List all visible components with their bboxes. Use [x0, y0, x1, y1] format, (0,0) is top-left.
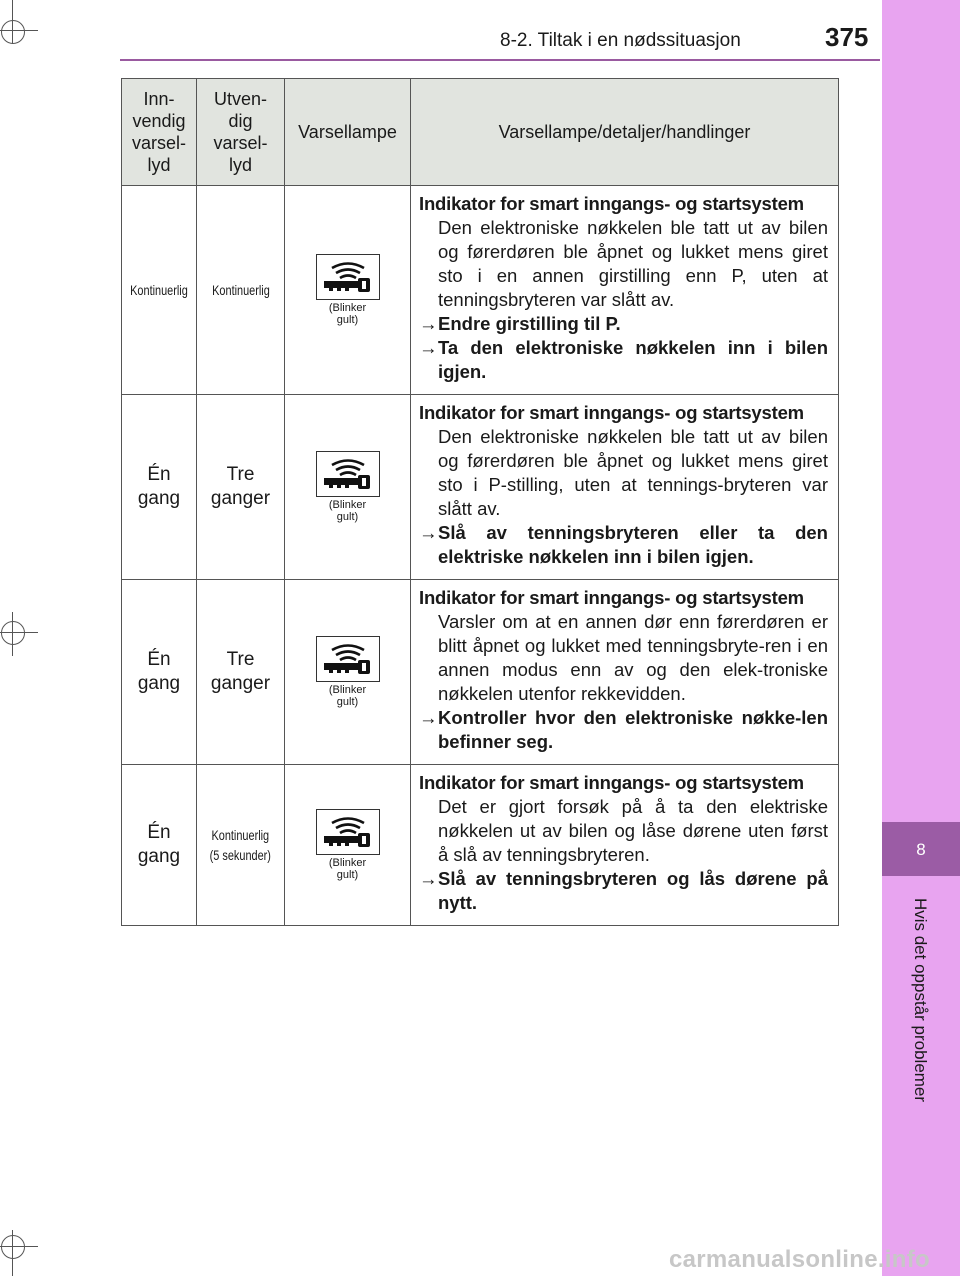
details-cell [411, 765, 839, 926]
details-cell [411, 395, 839, 580]
detail-action-text: Slå av tenningsbryteren og lås dørene på nytt. [438, 868, 828, 913]
page-header [0, 0, 960, 62]
section-title: 8-2. Tiltak i en nødssituasjon [500, 30, 741, 51]
warning-light-cell [285, 580, 411, 765]
watermark: carmanualsonline.info [668, 1246, 930, 1273]
header-light-text: Varsellampe [298, 122, 397, 142]
inside-buzzer-value: Én gang [137, 822, 181, 867]
detail-body: Den elektroniske nøkkelen ble tatt ut av bilen og førerdøren ble åpnet og lukket mens giret sto i en annen girstilling enn P, uten at tenningsbryteren var slått av. [438, 217, 828, 310]
detail-body: Det er gjort forsøk på å ta den elektriske nøkkelen ut av bilen og låse dørene uten først å slå av tenningsbryteren. [438, 796, 828, 865]
outside-buzzer-cell [197, 186, 285, 395]
detail-title: Indikator for smart inngangs- og startsystem [419, 587, 804, 608]
inside-buzzer-cell [122, 186, 197, 395]
detail-action-text: Kontroller hvor den elektroniske nøkke-len befinner seg. [438, 707, 828, 752]
header-warning-light [285, 79, 411, 186]
header-inside-buzzer [122, 79, 197, 186]
outside-buzzer-cell [197, 580, 285, 765]
smart-key-indicator-icon [316, 636, 380, 682]
lamp-note: (Blinker gult) [328, 684, 367, 708]
header-details-text: Varsellampe/detaljer/handlinger [498, 122, 751, 142]
crop-mark [1, 1235, 25, 1259]
detail-action-text: Slå av tenningsbryteren eller ta den elektriske nøkkelen inn i bilen igjen. [438, 522, 828, 567]
smart-key-icon [320, 815, 376, 849]
inside-buzzer-cell [122, 395, 197, 580]
arrow-icon: → [419, 868, 438, 889]
outside-buzzer-cell [197, 395, 285, 580]
table-row [122, 765, 839, 926]
smart-key-indicator-icon [316, 451, 380, 497]
chapter-number: 8 [916, 840, 926, 859]
outside-buzzer-value: Tre ganger [210, 649, 271, 694]
detail-title: Indikator for smart inngangs- og startsystem [419, 772, 804, 793]
detail-action [419, 867, 828, 915]
smart-key-icon [320, 260, 376, 294]
smart-key-indicator-icon [316, 809, 380, 855]
smart-key-icon [320, 457, 376, 491]
header-details [411, 79, 839, 186]
details-cell [411, 186, 839, 395]
details-cell [411, 580, 839, 765]
arrow-icon: → [419, 337, 438, 358]
arrow-icon: → [419, 522, 438, 543]
outside-buzzer-cell [197, 765, 285, 926]
detail-action-text: Ta den elektroniske nøkkelen inn i bilen igjen. [438, 337, 828, 382]
inside-buzzer-value: Én gang [137, 649, 181, 694]
table-header-row [122, 79, 839, 186]
warning-light-cell [285, 186, 411, 395]
table-row [122, 186, 839, 395]
detail-action [419, 312, 828, 336]
warning-light-cell [285, 395, 411, 580]
lamp-note: (Blinker gult) [328, 857, 367, 881]
smart-key-icon [320, 642, 376, 676]
detail-action [419, 336, 828, 384]
inside-buzzer-cell [122, 580, 197, 765]
warning-table [121, 78, 839, 926]
header-outside-buzzer [197, 79, 285, 186]
inside-buzzer-value: Kontinuerlig [130, 282, 188, 298]
detail-title: Indikator for smart inngangs- og startsystem [419, 402, 804, 423]
detail-title: Indikator for smart inngangs- og startsystem [419, 193, 804, 214]
lamp-note: (Blinker gult) [328, 499, 367, 523]
detail-action [419, 706, 828, 754]
table-row [122, 580, 839, 765]
inside-buzzer-cell [122, 765, 197, 926]
arrow-icon: → [419, 313, 438, 334]
outside-buzzer-value: Tre ganger [210, 464, 271, 509]
detail-body: Varsler om at en annen dør enn førerdøren er blitt åpnet og lukket med tenningsbryte-ren i en annen modus enn av og den elek-troniske nøkkelen utenfor rekkevidden. [438, 611, 828, 704]
inside-buzzer-value: Én gang [137, 464, 181, 509]
header-outside-text: Utven- dig varsel- lyd [213, 89, 268, 175]
smart-key-indicator-icon [316, 254, 380, 300]
lamp-note: (Blinker gult) [328, 302, 367, 326]
detail-action-text: Endre girstilling til P. [438, 313, 621, 334]
outside-buzzer-value: Kontinuerlig [211, 282, 270, 298]
chapter-tab [882, 822, 960, 876]
detail-body: Den elektroniske nøkkelen ble tatt ut av bilen og førerdøren ble åpnet og lukket mens giret sto i P-stilling, uten at tennings-bryteren var slått av. [438, 426, 828, 519]
arrow-icon: → [419, 707, 438, 728]
header-rule [120, 59, 880, 61]
crop-mark [1, 621, 25, 645]
header-inside-text: Inn- vendig varsel- lyd [131, 89, 186, 175]
table-row [122, 395, 839, 580]
warning-light-cell [285, 765, 411, 926]
outside-buzzer-value: Kontinuerlig (5 sekunder) [209, 827, 272, 863]
chapter-title: Hvis det oppstår problemer [911, 897, 930, 1103]
page-number: 375 [825, 22, 869, 52]
detail-action [419, 521, 828, 569]
